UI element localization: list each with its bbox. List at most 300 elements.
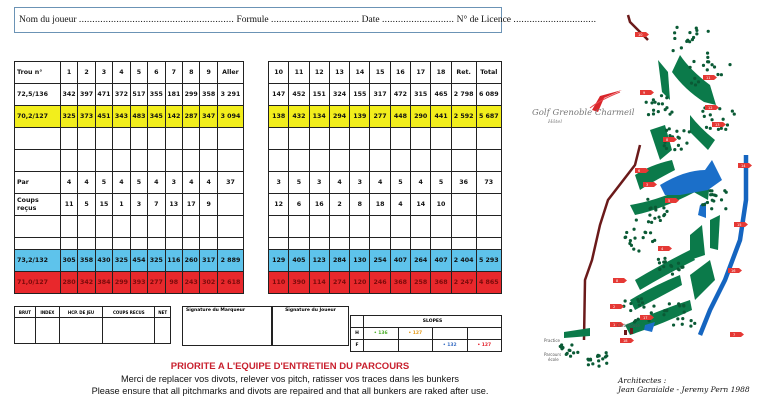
tree [688,31,691,34]
score-cell: 471 [95,84,112,106]
tree [691,38,694,41]
score-cell: 8 [350,194,370,216]
tree [733,112,736,115]
score-cell: 6 089 [476,84,501,106]
tree [591,362,594,365]
score-cell: 6 [148,62,165,84]
tree [706,68,709,71]
score-cell[interactable] [217,216,243,238]
score-cell[interactable] [451,128,476,150]
player-name-label: Nom du joueur [19,15,77,25]
tree [662,206,665,209]
score-cell: Ret. [451,62,476,84]
score-cell[interactable] [78,238,95,250]
tree [587,358,590,361]
score-cell: 4 [183,172,200,194]
score-cell: 13 [165,194,182,216]
score-cell[interactable] [269,238,289,250]
score-row [269,150,502,172]
blue-tee-row [269,250,502,272]
coups-recus-row [15,194,244,216]
score-cell: 5 687 [476,106,501,128]
red-tee-row [269,272,502,294]
score-cell[interactable] [148,238,165,250]
score-cell: 123 [309,250,329,272]
score-cell[interactable] [411,216,431,238]
summary-table [14,306,171,344]
brut-cell[interactable] [15,318,36,344]
score-cell[interactable] [309,216,329,238]
tree [669,264,672,267]
formule-field[interactable]: ................................. [271,15,360,25]
blue-tee-row [15,250,244,272]
tree [601,357,604,360]
tree [663,144,666,147]
score-cell: 432 [289,106,309,128]
tree [638,304,641,307]
score-cell: 3 [269,172,289,194]
score-cell: 277 [370,106,390,128]
tree [632,248,635,251]
white-tee-row [269,84,502,106]
slopes-f-label: F [351,340,364,352]
score-cell: 2 592 [451,106,476,128]
score-cell[interactable] [350,128,370,150]
tree [605,351,608,354]
score-cell: 8 [183,62,200,84]
score-cell: 372 [113,84,130,106]
score-cell[interactable] [148,216,165,238]
score-cell[interactable] [78,216,95,238]
score-cell: 287 [183,106,200,128]
score-cell: 342 [60,84,77,106]
score-cell: 299 [183,84,200,106]
score-cell[interactable] [130,128,147,150]
marker-signature-box[interactable] [182,306,272,346]
score-cell: 16 [309,194,329,216]
club-house-label: Club House [617,323,640,328]
tree [650,101,653,104]
parcours-ecole-label: Parcours [544,352,562,357]
tree [665,96,668,99]
tree [568,349,571,352]
score-cell: 2 404 [451,250,476,272]
score-cell: 317 [200,250,217,272]
score-cell[interactable] [183,216,200,238]
tree [694,83,697,86]
score-cell[interactable] [269,216,289,238]
tree [695,29,698,32]
score-cell[interactable] [289,150,309,172]
tree [690,82,693,85]
score-cell: 284 [329,250,349,272]
score-cell: 305 [60,250,77,272]
score-cell: 18 [431,62,451,84]
score-cell[interactable] [165,128,182,150]
score-cell[interactable] [411,238,431,250]
score-cell[interactable] [113,216,130,238]
score-cell: 10 [269,62,289,84]
score-cell[interactable] [476,216,501,238]
tree [682,304,685,307]
tree [644,231,647,234]
score-cell: 325 [148,250,165,272]
tree [675,26,678,29]
score-cell [15,216,61,238]
score-cell: 405 [289,250,309,272]
score-cell: 258 [411,272,431,294]
score-cell: Trou n° [15,62,61,84]
score-cell[interactable] [350,150,370,172]
score-cell: 290 [411,106,431,128]
player-signature-box[interactable] [272,306,349,346]
hcp-cell[interactable] [59,318,103,344]
tree [672,49,675,52]
score-cell: 11 [289,62,309,84]
score-cell[interactable] [329,150,349,172]
coups-recus-row [269,194,502,216]
score-cell: 347 [200,106,217,128]
score-cell: 280 [60,272,77,294]
score-cell[interactable] [476,150,501,172]
tree [560,347,563,350]
hole-flag-number: 6 [638,169,641,173]
score-cell: 355 [148,84,165,106]
architects [618,376,750,394]
tree [633,237,636,240]
tree [688,66,691,69]
tree [720,127,723,130]
tree [657,258,660,261]
score-cell: 13 [329,62,349,84]
course-map [540,10,780,385]
tree [677,302,680,305]
architects-names: Jean Garaialde - Jeremy Pern 1988 [618,385,750,394]
tree [662,313,665,316]
score-cell[interactable] [269,128,289,150]
score-cell[interactable] [113,150,130,172]
tree [662,265,665,268]
coups-recus-label [15,194,61,216]
score-cell[interactable] [217,238,243,250]
score-cell[interactable] [60,238,77,250]
tree [654,208,657,211]
score-cell[interactable] [217,128,243,150]
score-cell: 71,0/127 [15,272,61,294]
score-cell [15,128,61,150]
tree [664,108,667,111]
score-cell[interactable] [183,238,200,250]
score-cell[interactable] [451,238,476,250]
notice-french: Merci de replacer vos divots, relever vos pitch, ratisser vos traces dans les bunkers [120,374,460,384]
score-cell: 454 [130,250,147,272]
tree [720,198,723,201]
score-cell: 384 [95,272,112,294]
score-cell[interactable] [350,216,370,238]
score-cell[interactable] [289,216,309,238]
tree [682,129,685,132]
score-cell[interactable] [390,150,410,172]
player-info-box [14,7,597,33]
score-cell[interactable] [113,128,130,150]
score-cell: 5 [130,172,147,194]
score-cell[interactable] [60,216,77,238]
score-cell: 373 [78,106,95,128]
score-cell: 368 [431,272,451,294]
score-cell: 36 [451,172,476,194]
net-cell[interactable] [155,318,171,344]
tree [688,130,691,133]
tree [717,128,720,131]
score-cell[interactable] [130,238,147,250]
tree [685,142,688,145]
brut-header: BRUT [15,307,36,318]
coups-recus-cell[interactable] [103,318,155,344]
score-cell: 134 [309,106,329,128]
tree [673,31,676,34]
score-cell[interactable] [370,128,390,150]
score-cell[interactable] [95,128,112,150]
score-cell[interactable] [183,150,200,172]
tree [697,80,700,83]
score-cell[interactable] [200,150,217,172]
score-cell: 5 [431,172,451,194]
score-cell: 368 [390,272,410,294]
hole-flag-number: 2 [613,305,616,309]
tree [663,257,666,260]
score-cell[interactable] [431,216,451,238]
score-cell[interactable] [130,216,147,238]
red-tee-row [15,272,244,294]
tree [642,305,645,308]
club-house-building [630,328,633,334]
score-cell: 4 [60,172,77,194]
tree [648,207,651,210]
tree [675,130,678,133]
tree [645,101,648,104]
score-cell[interactable] [95,216,112,238]
score-cell: 72,5/136 [15,84,61,106]
score-cell[interactable] [113,238,130,250]
slopes-title: SLOPES [364,316,502,328]
tree [671,273,674,276]
score-cell: 73 [476,172,501,194]
tree [654,206,657,209]
score-cell[interactable] [217,150,243,172]
score-cell[interactable] [309,128,329,150]
slope-f-red: • 127 [467,340,502,352]
tree [569,355,572,358]
tree [716,73,719,76]
slope-h-yellow: • 127 [398,328,433,340]
score-cell: Aller [217,62,243,84]
score-cell: 3 094 [217,106,243,128]
score-cell[interactable] [200,128,217,150]
score-cell[interactable] [390,216,410,238]
score-cell[interactable] [130,150,147,172]
tree [710,189,713,192]
score-cell[interactable] [183,128,200,150]
hcp-header: HCP. DE JEU [59,307,103,318]
tree [728,63,731,66]
tree [625,231,628,234]
player-name-field[interactable]: .......................................................... [78,15,235,25]
score-cell: 17 [183,194,200,216]
score-cell[interactable] [370,150,390,172]
tree [731,109,734,112]
score-cell[interactable] [329,216,349,238]
slopes-table [350,315,502,352]
score-cell[interactable] [165,216,182,238]
score-cell[interactable] [431,150,451,172]
tree [653,101,656,104]
score-cell: 315 [411,84,431,106]
score-cell[interactable] [148,150,165,172]
tree [722,118,725,121]
score-cell [476,194,501,216]
score-cell[interactable] [390,128,410,150]
score-cell[interactable] [200,216,217,238]
date-label: Date [361,15,380,25]
score-cell: 4 [113,172,130,194]
score-cell[interactable] [60,150,77,172]
tree [635,218,638,221]
score-cell: 11 [60,194,77,216]
tree [629,302,632,305]
score-row [269,216,502,238]
coups-label-line1: Coups [17,196,39,204]
notice-english: Please ensure that all pitchmarks and divots are repaired and that all bunkers are raked after use. [91,386,489,396]
tree [640,297,643,300]
score-cell[interactable] [200,238,217,250]
score-cell: Total [476,62,501,84]
score-cell[interactable] [390,238,410,250]
tree [652,112,655,115]
tree [624,299,627,302]
score-row [15,150,244,172]
score-cell[interactable] [431,238,451,250]
hole-flag-number: 8 [616,279,619,283]
index-cell[interactable] [35,318,59,344]
score-cell[interactable] [78,128,95,150]
fairways [564,55,720,338]
score-cell: 3 [350,172,370,194]
score-cell[interactable] [350,238,370,250]
score-cell[interactable] [289,238,309,250]
tree [650,221,653,224]
score-cell[interactable] [329,238,349,250]
score-cell[interactable] [148,128,165,150]
score-cell: 3 [309,172,329,194]
score-cell: 407 [390,250,410,272]
score-cell[interactable] [451,150,476,172]
score-cell[interactable] [289,128,309,150]
tree [605,362,608,365]
score-cell[interactable] [309,238,329,250]
score-cell: 517 [130,84,147,106]
notice-title: PRIORITE A L'EQUIPE D'ENTRETIEN DU PARCOURS [170,361,410,372]
hole-flag-number: 12 [708,106,713,110]
score-cell[interactable] [329,128,349,150]
tree [668,134,671,137]
tree [646,198,649,201]
score-cell: 2 798 [451,84,476,106]
score-cell[interactable] [451,216,476,238]
score-cell: 317 [370,84,390,106]
tree [597,359,600,362]
score-cell: 139 [350,106,370,128]
practice-label: Practice [544,338,560,343]
score-cell[interactable] [476,128,501,150]
score-cell: 2 247 [451,272,476,294]
tree [702,64,705,67]
licence-field[interactable]: ............................... [513,15,597,25]
tree [724,128,727,131]
tree [587,363,590,366]
score-cell[interactable] [165,150,182,172]
header-row [15,62,244,84]
score-cell[interactable] [411,150,431,172]
score-cell: 17 [411,62,431,84]
score-cell[interactable] [95,238,112,250]
score-cell[interactable] [411,128,431,150]
score-cell: 254 [370,250,390,272]
score-cell[interactable] [269,150,289,172]
tree [720,73,723,76]
tree [672,323,675,326]
tree [710,63,713,66]
tree [726,123,729,126]
score-cell: 15 [95,194,112,216]
score-cell: 9 [200,62,217,84]
score-cell: 274 [329,272,349,294]
score-cell[interactable] [370,216,390,238]
tree [650,311,653,314]
tree [681,323,684,326]
date-field[interactable]: ........................... [381,15,455,25]
score-cell[interactable] [309,150,329,172]
score-cell: 142 [165,106,182,128]
score-cell: 5 [390,172,410,194]
score-cell: 4 [78,172,95,194]
score-cell: 9 [200,194,217,216]
score-cell: 299 [113,272,130,294]
score-cell: 4 [148,172,165,194]
tree [661,102,664,105]
tree [651,240,654,243]
score-cell[interactable] [476,238,501,250]
score-cell[interactable] [431,128,451,150]
tree [641,301,644,304]
score-cell: 342 [78,272,95,294]
tree [690,319,693,322]
tree [648,214,651,217]
tree [709,193,712,196]
score-cell[interactable] [60,128,77,150]
score-cell[interactable] [370,238,390,250]
score-cell[interactable] [165,238,182,250]
score-cell[interactable] [78,150,95,172]
tree [668,302,671,305]
tree [723,189,726,192]
tree [566,352,569,355]
score-cell: 3 291 [217,84,243,106]
score-cell: 3 [165,172,182,194]
score-row [269,128,502,150]
tree [660,94,663,97]
score-cell[interactable] [95,150,112,172]
score-cell: 5 [78,194,95,216]
